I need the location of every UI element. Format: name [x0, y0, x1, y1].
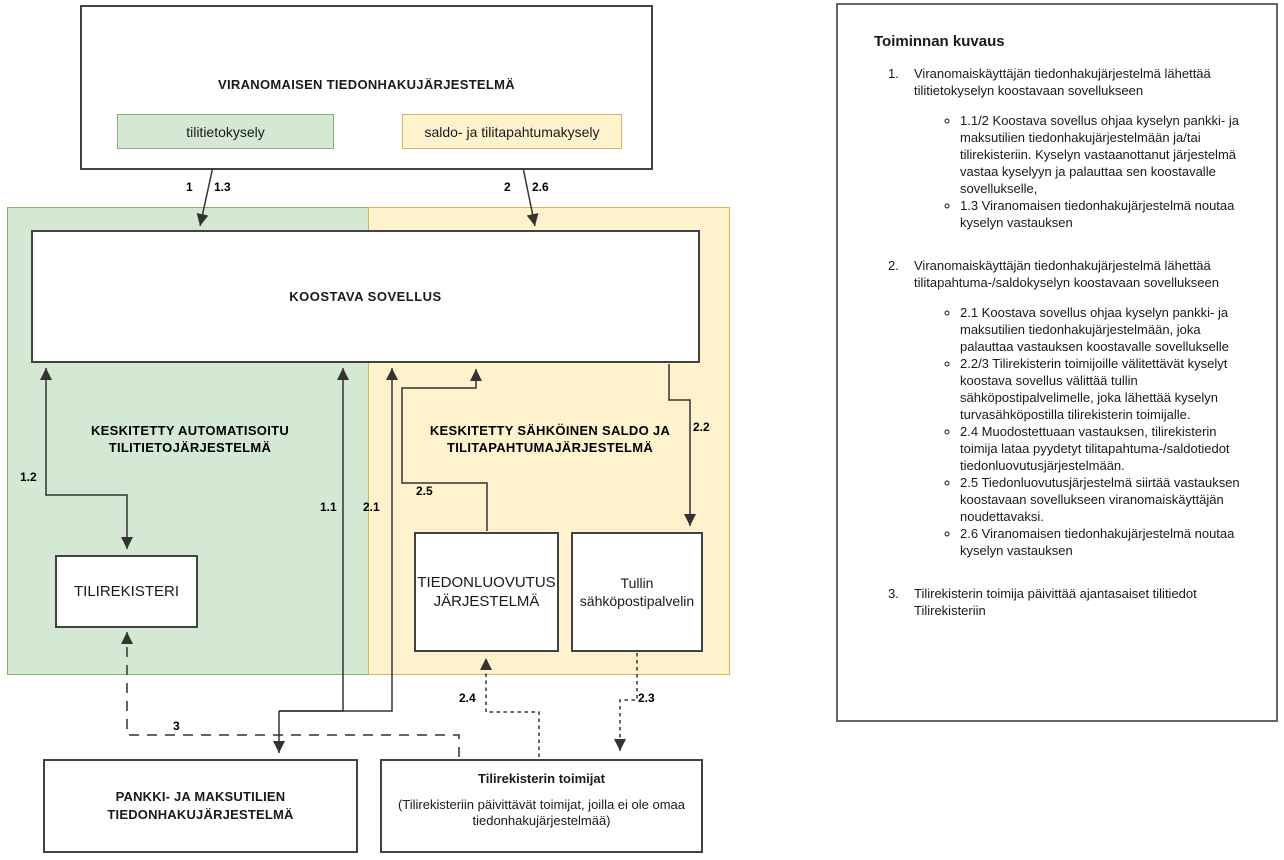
description-item-3: [888, 585, 1256, 619]
arrow-2-4-dashed: [486, 658, 539, 757]
description-subitem: ◦ 2.6 Viranomaisen tiedonhakujärjestelmä noutaa kyselyn vastauksen: [960, 525, 1256, 559]
arrow-2-3-dashed: [620, 653, 637, 751]
item-text: Tilirekisterin toimija päivittää ajantasaiset tilitiedot Tilirekisteriin: [914, 586, 1197, 618]
region-label-line: TILITIETOJÄRJESTELMÄ: [108, 440, 272, 455]
chip-tilitietokysely: tilitietokysely: [117, 114, 334, 149]
item-text: Viranomaiskäyttäjän tiedonhakujärjestelmä lähettää tilitapahtuma-/saldokyselyn koostavaan sovellukseen: [914, 258, 1219, 290]
region-label-tilitietojarjestelma: [35, 422, 345, 456]
item-number: 1.: [888, 66, 899, 81]
description-subitem: ◦ 1.1/2 Koostava sovellus ohjaa kyselyn pankki- ja maksutilien tiedonhakujärjestelmään ja/tai tilirekisteriin. Kyselyn vastaanottanut järjestelmä vastaa kyselyyn ja palauttaa sen koostavalle sovellukselle,: [960, 112, 1256, 197]
edge-label-1-3: 1.3: [214, 180, 231, 194]
edge-label-2: 2: [504, 180, 511, 194]
item-text: Viranomaiskäyttäjän tiedonhakujärjestelmä lähettää tilitietokyselyn koostavaan sovellukseen: [914, 66, 1211, 98]
chip-saldo-ja-tilitapahtumakysely: saldo- ja tilitapahtumakysely: [402, 114, 622, 149]
edge-label-2-2: 2.2: [693, 420, 710, 434]
box-label-line: TIEDONLUOVUTUS: [417, 574, 556, 591]
description-subitem: ◦ 2.1 Koostava sovellus ohjaa kyselyn pankki- ja maksutilien tiedonhakujärjestelmään, joka palauttaa vastauksen koostavalle sovellukselle: [960, 304, 1256, 355]
description-panel: [836, 3, 1278, 722]
edge-label-2-6: 2.6: [532, 180, 549, 194]
edge-label-2-1: 2.1: [363, 500, 380, 514]
edge-label-1-1: 1.1: [320, 500, 337, 514]
box-pankki-ja-maksutilien-tiedonhakujarjestelma: [43, 759, 358, 853]
region-label-line: KESKITETTY SÄHKÖINEN SALDO JA: [429, 423, 671, 438]
description-item-1: [888, 65, 1256, 231]
box-tilirekisteri: TILIREKISTERI: [55, 555, 198, 628]
box-label-line: TIEDONHAKUJÄRJESTELMÄ: [107, 807, 294, 822]
edge-label-3: 3: [173, 719, 180, 733]
description-sublist-1: [914, 112, 1256, 231]
box-title: VIRANOMAISEN TIEDONHAKUJÄRJESTELMÄ: [218, 77, 515, 92]
box-koostava-sovellus: KOOSTAVA SOVELLUS: [31, 230, 700, 363]
edge-label-2-4: 2.4: [459, 691, 476, 705]
edge-label-1-2: 1.2: [20, 470, 37, 484]
description-subitem: ◦ 2.5 Tiedonluovutusjärjestelmä siirtää vastauksen koostavaan sovellukseen viranomaiskäyttäjän noudettavaksi.: [960, 474, 1256, 525]
region-label-tilitapahtumajarjestelma: [395, 422, 705, 456]
item-number: 2.: [888, 258, 899, 273]
arrow-3-dashed: [127, 632, 459, 757]
box-label-line: PANKKI- JA MAKSUTILIEN: [115, 789, 286, 804]
arrow-1-1: [279, 368, 343, 711]
box-tilirekisterin-toimijat: [380, 759, 703, 853]
region-label-line: KESKITETTY AUTOMATISOITU: [90, 423, 290, 438]
box-label-line: sähköpostipalvelin: [579, 593, 695, 609]
description-subitem: ◦ 2.2/3 Tilirekisterin toimijoille välitettävät kyselyt koostava sovellus välittää tullin sähköpostipalvelimelle, joka lähettää kyselyn turvasähköpostilla tilirekisterin toimijalle.: [960, 355, 1256, 423]
arrow-2-1: [279, 368, 392, 711]
box-tiedonluovutusjarjestelma: [414, 532, 559, 652]
edge-label-1: 1: [186, 180, 193, 194]
box-label-line: JÄRJESTELMÄ: [433, 593, 540, 610]
description-item-2: [888, 257, 1256, 559]
box-tullin-sahkopostipalvelin: [571, 532, 703, 652]
box-title: Tilirekisterin toimijat: [478, 771, 605, 786]
description-list: [874, 65, 1256, 619]
description-sublist-2: [914, 304, 1256, 559]
arrow-1-2: [46, 368, 127, 549]
edge-label-2-5: 2.5: [416, 484, 433, 498]
description-subitem: ◦ 1.3 Viranomaisen tiedonhakujärjestelmä noutaa kyselyn vastauksen: [960, 197, 1256, 231]
region-label-line: TILITAPAHTUMAJÄRJESTELMÄ: [446, 440, 654, 455]
edge-label-2-3: 2.3: [638, 691, 655, 705]
item-number: 3.: [888, 586, 899, 601]
description-title: Toiminnan kuvaus: [874, 33, 1005, 50]
box-viranomaisen-tiedonhakujarjestelma: [80, 5, 653, 170]
box-label-line: Tullin: [620, 575, 654, 591]
description-subitem: ◦ 2.4 Muodostettuaan vastauksen, tilirekisterin toimija lataa pyydetyt tilitapahtuma-/saldotiedot tiedonluovutusjärjestelmään.: [960, 423, 1256, 474]
box-subtext: (Tilirekisteriin päivittävät toimijat, joilla ei ole omaa tiedonhakujärjestelmää): [397, 797, 686, 828]
